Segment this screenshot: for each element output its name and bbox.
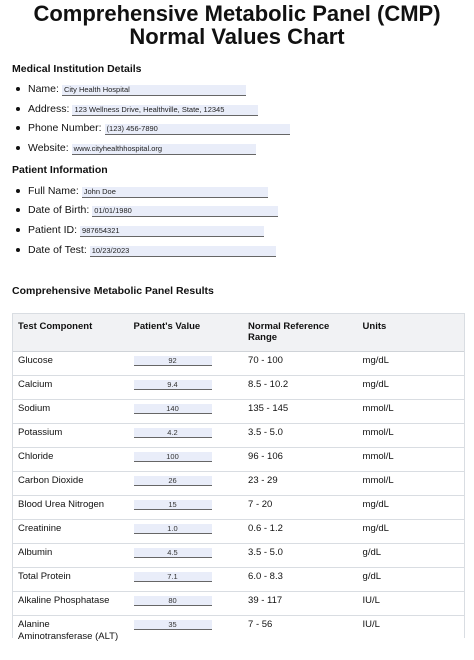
field-label: Address:: [28, 102, 69, 116]
units-cell: IU/L: [357, 592, 465, 616]
patient-id-input[interactable]: 987654321: [80, 226, 264, 237]
patient-id-field: [16, 223, 264, 237]
table-row: [12, 592, 465, 616]
institution-phone-input[interactable]: (123) 456-7890: [105, 124, 290, 135]
units-cell: mg/dL: [357, 496, 465, 520]
patient-value-input[interactable]: 4.5: [134, 548, 212, 558]
test-component-cell: Creatinine: [12, 520, 128, 544]
patient-value-input[interactable]: 7.1: [134, 572, 212, 582]
units-cell: g/dL: [357, 544, 465, 568]
institution-website-field: [16, 141, 256, 155]
units-cell: IU/L: [357, 616, 465, 660]
test-component-cell: Carbon Dioxide: [12, 472, 128, 496]
units-cell: g/dL: [357, 568, 465, 592]
col-header-units: Units: [357, 313, 465, 352]
field-label: Full Name:: [28, 184, 79, 198]
reference-range-cell: 3.5 - 5.0: [242, 424, 357, 448]
table-row: [12, 376, 465, 400]
units-cell: mmol/L: [357, 424, 465, 448]
patient-value-input[interactable]: 4.2: [134, 428, 212, 438]
patient-value-cell: [128, 520, 243, 544]
patient-value-cell: [128, 376, 243, 400]
field-label: Phone Number:: [28, 121, 102, 135]
patient-value-cell: [128, 400, 243, 424]
reference-range-cell: 7 - 56: [242, 616, 357, 660]
test-component-cell: Glucose: [12, 352, 128, 376]
test-component-cell: Alkaline Phosphatase: [12, 592, 128, 616]
reference-range-cell: 0.6 - 1.2: [242, 520, 357, 544]
patient-value-cell: [128, 568, 243, 592]
patient-value-cell: [128, 544, 243, 568]
patient-dob-field: [16, 203, 278, 217]
institution-website-input[interactable]: www.cityhealthhospital.org: [72, 144, 256, 155]
table-row: [12, 448, 465, 472]
reference-range-cell: 8.5 - 10.2: [242, 376, 357, 400]
table-row: [12, 400, 465, 424]
test-component-cell: Albumin: [12, 544, 128, 568]
bullet: [16, 228, 20, 232]
reference-range-cell: 6.0 - 8.3: [242, 568, 357, 592]
reference-range-cell: 3.5 - 5.0: [242, 544, 357, 568]
patient-heading: Patient Information: [12, 164, 108, 176]
field-label: Patient ID:: [28, 223, 77, 237]
patient-dob-input[interactable]: 01/01/1980: [92, 206, 278, 217]
results-table: [12, 313, 465, 660]
test-component-cell: Calcium: [12, 376, 128, 400]
col-header-range: Normal Reference Range: [242, 313, 357, 352]
patient-value-input[interactable]: 80: [134, 596, 212, 606]
col-header-component: Test Component: [12, 313, 128, 352]
patient-value-input[interactable]: 92: [134, 356, 212, 366]
patient-value-input[interactable]: 140: [134, 404, 212, 414]
test-component-cell: Potassium: [12, 424, 128, 448]
institution-phone-field: [16, 121, 290, 135]
table-row: [12, 520, 465, 544]
table-row: [12, 616, 465, 660]
field-label: Website:: [28, 141, 69, 155]
patient-test-date-input[interactable]: 10/23/2023: [90, 246, 276, 257]
patient-value-cell: [128, 448, 243, 472]
institution-address-input[interactable]: 123 Wellness Drive, Healthville, State, 12345: [72, 105, 258, 116]
patient-name-field: [16, 184, 268, 198]
patient-value-cell: [128, 424, 243, 448]
patient-value-cell: [128, 496, 243, 520]
test-component-cell: Sodium: [12, 400, 128, 424]
institution-address-field: [16, 102, 258, 116]
table-row: [12, 544, 465, 568]
bullet: [16, 87, 20, 91]
col-header-value: Patient's Value: [128, 313, 243, 352]
patient-value-cell: [128, 472, 243, 496]
page-title: Comprehensive Metabolic Panel (CMP) Normal Values Chart: [6, 2, 468, 48]
reference-range-cell: 23 - 29: [242, 472, 357, 496]
table-header-row: [12, 313, 465, 352]
test-component-cell: Total Protein: [12, 568, 128, 592]
units-cell: mg/dL: [357, 520, 465, 544]
patient-value-input[interactable]: 9.4: [134, 380, 212, 390]
test-component-cell: Blood Urea Nitrogen: [12, 496, 128, 520]
patient-value-input[interactable]: 100: [134, 452, 212, 462]
patient-test-date-field: [16, 243, 276, 257]
institution-heading: Medical Institution Details: [12, 63, 142, 75]
patient-name-input[interactable]: John Doe: [82, 187, 268, 198]
bullet: [16, 208, 20, 212]
patient-value-input[interactable]: 35: [134, 620, 212, 630]
table-row: [12, 424, 465, 448]
units-cell: mg/dL: [357, 376, 465, 400]
institution-name-field: [16, 82, 246, 96]
patient-value-cell: [128, 616, 243, 660]
field-label: Name:: [28, 82, 59, 96]
bullet: [16, 248, 20, 252]
units-cell: mg/dL: [357, 352, 465, 376]
test-component-cell: Chloride: [12, 448, 128, 472]
reference-range-cell: 135 - 145: [242, 400, 357, 424]
reference-range-cell: 96 - 106: [242, 448, 357, 472]
reference-range-cell: 39 - 117: [242, 592, 357, 616]
table-row: [12, 568, 465, 592]
results-table-body: [12, 352, 465, 660]
table-row: [12, 352, 465, 376]
table-row: [12, 472, 465, 496]
patient-value-cell: [128, 352, 243, 376]
bullet: [16, 107, 20, 111]
reference-range-cell: 70 - 100: [242, 352, 357, 376]
field-label: Date of Birth:: [28, 203, 89, 217]
test-component-cell: Alanine Aminotransferase (ALT): [12, 616, 128, 660]
table-row: [12, 496, 465, 520]
patient-value-input[interactable]: 26: [134, 476, 212, 486]
bullet: [16, 126, 20, 130]
institution-name-input[interactable]: City Health Hospital: [62, 85, 246, 96]
units-cell: mmol/L: [357, 472, 465, 496]
patient-value-input[interactable]: 15: [134, 500, 212, 510]
results-heading: Comprehensive Metabolic Panel Results: [12, 285, 214, 297]
field-label: Date of Test:: [28, 243, 87, 257]
patient-value-input[interactable]: 1.0: [134, 524, 212, 534]
units-cell: mmol/L: [357, 400, 465, 424]
bullet: [16, 146, 20, 150]
units-cell: mmol/L: [357, 448, 465, 472]
patient-value-cell: [128, 592, 243, 616]
bullet: [16, 189, 20, 193]
reference-range-cell: 7 - 20: [242, 496, 357, 520]
